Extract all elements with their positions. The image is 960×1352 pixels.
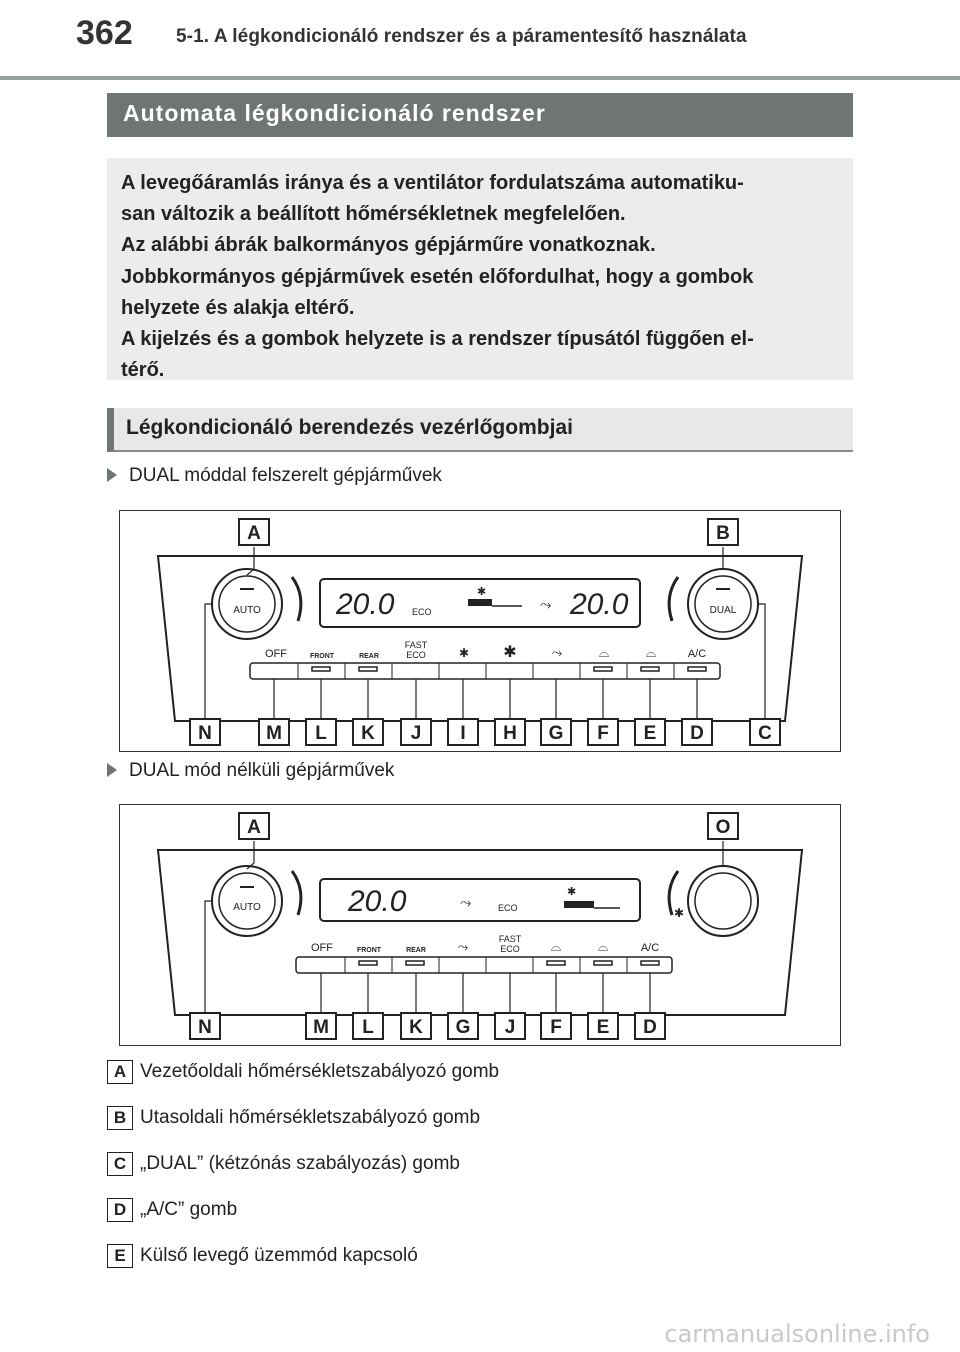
intro-line: helyzete és alakja eltérő. <box>121 296 355 319</box>
watermark: carmanualsonline.info <box>664 1320 930 1348</box>
intro-line: térő. <box>121 359 165 382</box>
legend-item <box>107 1244 418 1268</box>
section-title: Légkondicionáló berendezés vezérlőgombjai <box>107 408 853 452</box>
callout-g <box>448 1013 478 1039</box>
svg-text:⤳: ⤳ <box>540 596 552 612</box>
svg-text:J: J <box>410 723 422 744</box>
display-temp-left: 20.0 <box>336 588 395 621</box>
callout-m <box>306 1013 336 1039</box>
legend-key: B <box>107 1106 133 1130</box>
button-ac-label: A/C <box>640 942 660 954</box>
svg-text:F: F <box>597 723 609 744</box>
svg-text:N: N <box>198 723 212 744</box>
callout-k <box>353 719 383 745</box>
callout-j <box>401 719 431 745</box>
svg-text:J: J <box>504 1017 516 1038</box>
svg-text:B: B <box>716 523 730 544</box>
button-off-label: OFF <box>265 648 287 660</box>
legend-key: C <box>107 1152 133 1176</box>
legend-key: E <box>107 1244 133 1268</box>
svg-text:M: M <box>266 723 282 744</box>
svg-text:L: L <box>362 1017 374 1038</box>
callout-o <box>708 813 738 839</box>
legend-text: Vezetőoldali hőmérsékletszabályozó gomb <box>140 1061 500 1082</box>
legend-text: Utasoldali hőmérsékletszabályozó gomb <box>140 1107 481 1128</box>
climate-panel-dual-illustration <box>120 511 840 751</box>
knob-auto-label: AUTO <box>233 605 261 616</box>
svg-text:✱: ✱ <box>567 886 577 898</box>
caption-single <box>107 760 394 782</box>
callout-e <box>588 1013 618 1039</box>
svg-text:A: A <box>247 817 261 838</box>
caption-dual <box>107 465 442 487</box>
callout-a <box>239 519 269 545</box>
knob-dual-label: DUAL <box>709 605 737 616</box>
chapter-title: 5-1. A légkondicionáló rendszer és a páramentesítő használata <box>176 26 747 47</box>
callout-n <box>190 719 220 745</box>
climate-panel-single-illustration <box>120 805 840 1045</box>
callout-f <box>588 719 618 745</box>
display-eco: ECO <box>412 607 432 617</box>
section-main-title: Automata légkondicionáló rendszer <box>107 93 853 137</box>
legend-text: „DUAL” (kétzónás szabályozás) gomb <box>140 1153 460 1174</box>
callout-h <box>495 719 525 745</box>
callout-g <box>541 719 571 745</box>
legend-item <box>107 1152 460 1176</box>
intro-line: Az alábbi ábrák balkormányos gépjárműre vonatkoznak. <box>121 234 656 257</box>
callout-b <box>708 519 738 545</box>
diagram-dual <box>119 510 841 752</box>
intro-box <box>107 158 853 380</box>
legend-key: A <box>107 1060 133 1084</box>
callout-l <box>306 719 336 745</box>
button-off-label: OFF <box>311 942 333 954</box>
display-eco: ECO <box>498 903 518 913</box>
callout-a <box>239 813 269 839</box>
callout-c <box>750 719 780 745</box>
intro-line: Jobbkormányos gépjárművek esetén előfordulhat, hogy a gombok <box>121 265 754 288</box>
legend-text: „A/C” gomb <box>140 1199 238 1220</box>
svg-text:M: M <box>313 1017 329 1038</box>
svg-text:E: E <box>596 1017 610 1038</box>
display-temp: 20.0 <box>348 885 407 918</box>
button-rear-label: REAR <box>406 947 426 954</box>
svg-text:K: K <box>409 1017 423 1038</box>
callout-d <box>635 1013 665 1039</box>
caption-single-text: DUAL mód nélküli gépjárművek <box>129 760 395 781</box>
triangle-bullet-icon <box>107 468 117 482</box>
svg-text:⌓: ⌓ <box>645 645 657 660</box>
svg-text:D: D <box>643 1017 657 1038</box>
intro-line: A kijelzés és a gombok helyzete is a rendszer típusától függően el- <box>121 328 754 351</box>
button-front-label: FRONT <box>356 947 382 954</box>
svg-text:C: C <box>758 723 772 744</box>
svg-text:G: G <box>548 723 564 744</box>
svg-text:⤳: ⤳ <box>551 645 563 660</box>
knob-auto-label: AUTO <box>233 902 261 913</box>
callout-m <box>259 719 289 745</box>
legend-item <box>107 1060 499 1084</box>
svg-text:H: H <box>503 723 517 744</box>
button-fast-label: FAST <box>498 934 522 944</box>
button-rear-label: REAR <box>359 653 379 660</box>
svg-text:N: N <box>198 1017 212 1038</box>
header-divider <box>0 76 960 80</box>
caption-dual-text: DUAL móddal felszerelt gépjárművek <box>129 465 442 486</box>
legend-text: Külső levegő üzemmód kapcsoló <box>140 1245 418 1266</box>
button-eco-label: ECO <box>406 650 426 660</box>
page-number: 362 <box>76 14 133 52</box>
callout-i <box>448 719 478 745</box>
legend-item <box>107 1106 480 1130</box>
intro-line: A levegőáramlás iránya és a ventilátor fordulatszáma automatiku- <box>121 172 744 194</box>
callout-e <box>635 719 665 745</box>
svg-text:I: I <box>460 723 466 744</box>
svg-text:E: E <box>643 723 657 744</box>
callout-j <box>495 1013 525 1039</box>
callout-d <box>682 719 712 745</box>
callout-k <box>401 1013 431 1039</box>
diagram-single <box>119 804 841 1046</box>
svg-text:D: D <box>690 723 704 744</box>
callout-f <box>541 1013 571 1039</box>
svg-text:⌓: ⌓ <box>550 939 562 954</box>
button-fast-label: FAST <box>404 640 428 650</box>
svg-text:L: L <box>315 723 327 744</box>
svg-text:⌓: ⌓ <box>597 939 609 954</box>
svg-text:K: K <box>361 723 375 744</box>
svg-text:✱: ✱ <box>503 644 517 661</box>
display-temp-right: 20.0 <box>570 588 629 621</box>
callout-n <box>190 1013 220 1039</box>
button-eco-label: ECO <box>500 944 520 954</box>
triangle-bullet-icon <box>107 763 117 777</box>
svg-text:✱: ✱ <box>674 906 685 920</box>
svg-text:✱: ✱ <box>458 646 470 660</box>
button-front-label: FRONT <box>309 653 335 660</box>
svg-text:O: O <box>715 817 731 838</box>
button-ac-label: A/C <box>687 648 707 660</box>
legend-item <box>107 1198 237 1222</box>
intro-line: san változik a beállított hőmérsékletnek megfelelően. <box>121 203 626 226</box>
svg-text:A: A <box>247 523 261 544</box>
legend-key: D <box>107 1198 133 1222</box>
svg-text:F: F <box>550 1017 562 1038</box>
svg-text:⤳: ⤳ <box>460 894 472 910</box>
callout-l <box>353 1013 383 1039</box>
svg-text:G: G <box>455 1017 471 1038</box>
svg-text:⤳: ⤳ <box>457 939 469 954</box>
svg-text:⌓: ⌓ <box>598 645 610 660</box>
svg-text:✱: ✱ <box>477 586 487 598</box>
